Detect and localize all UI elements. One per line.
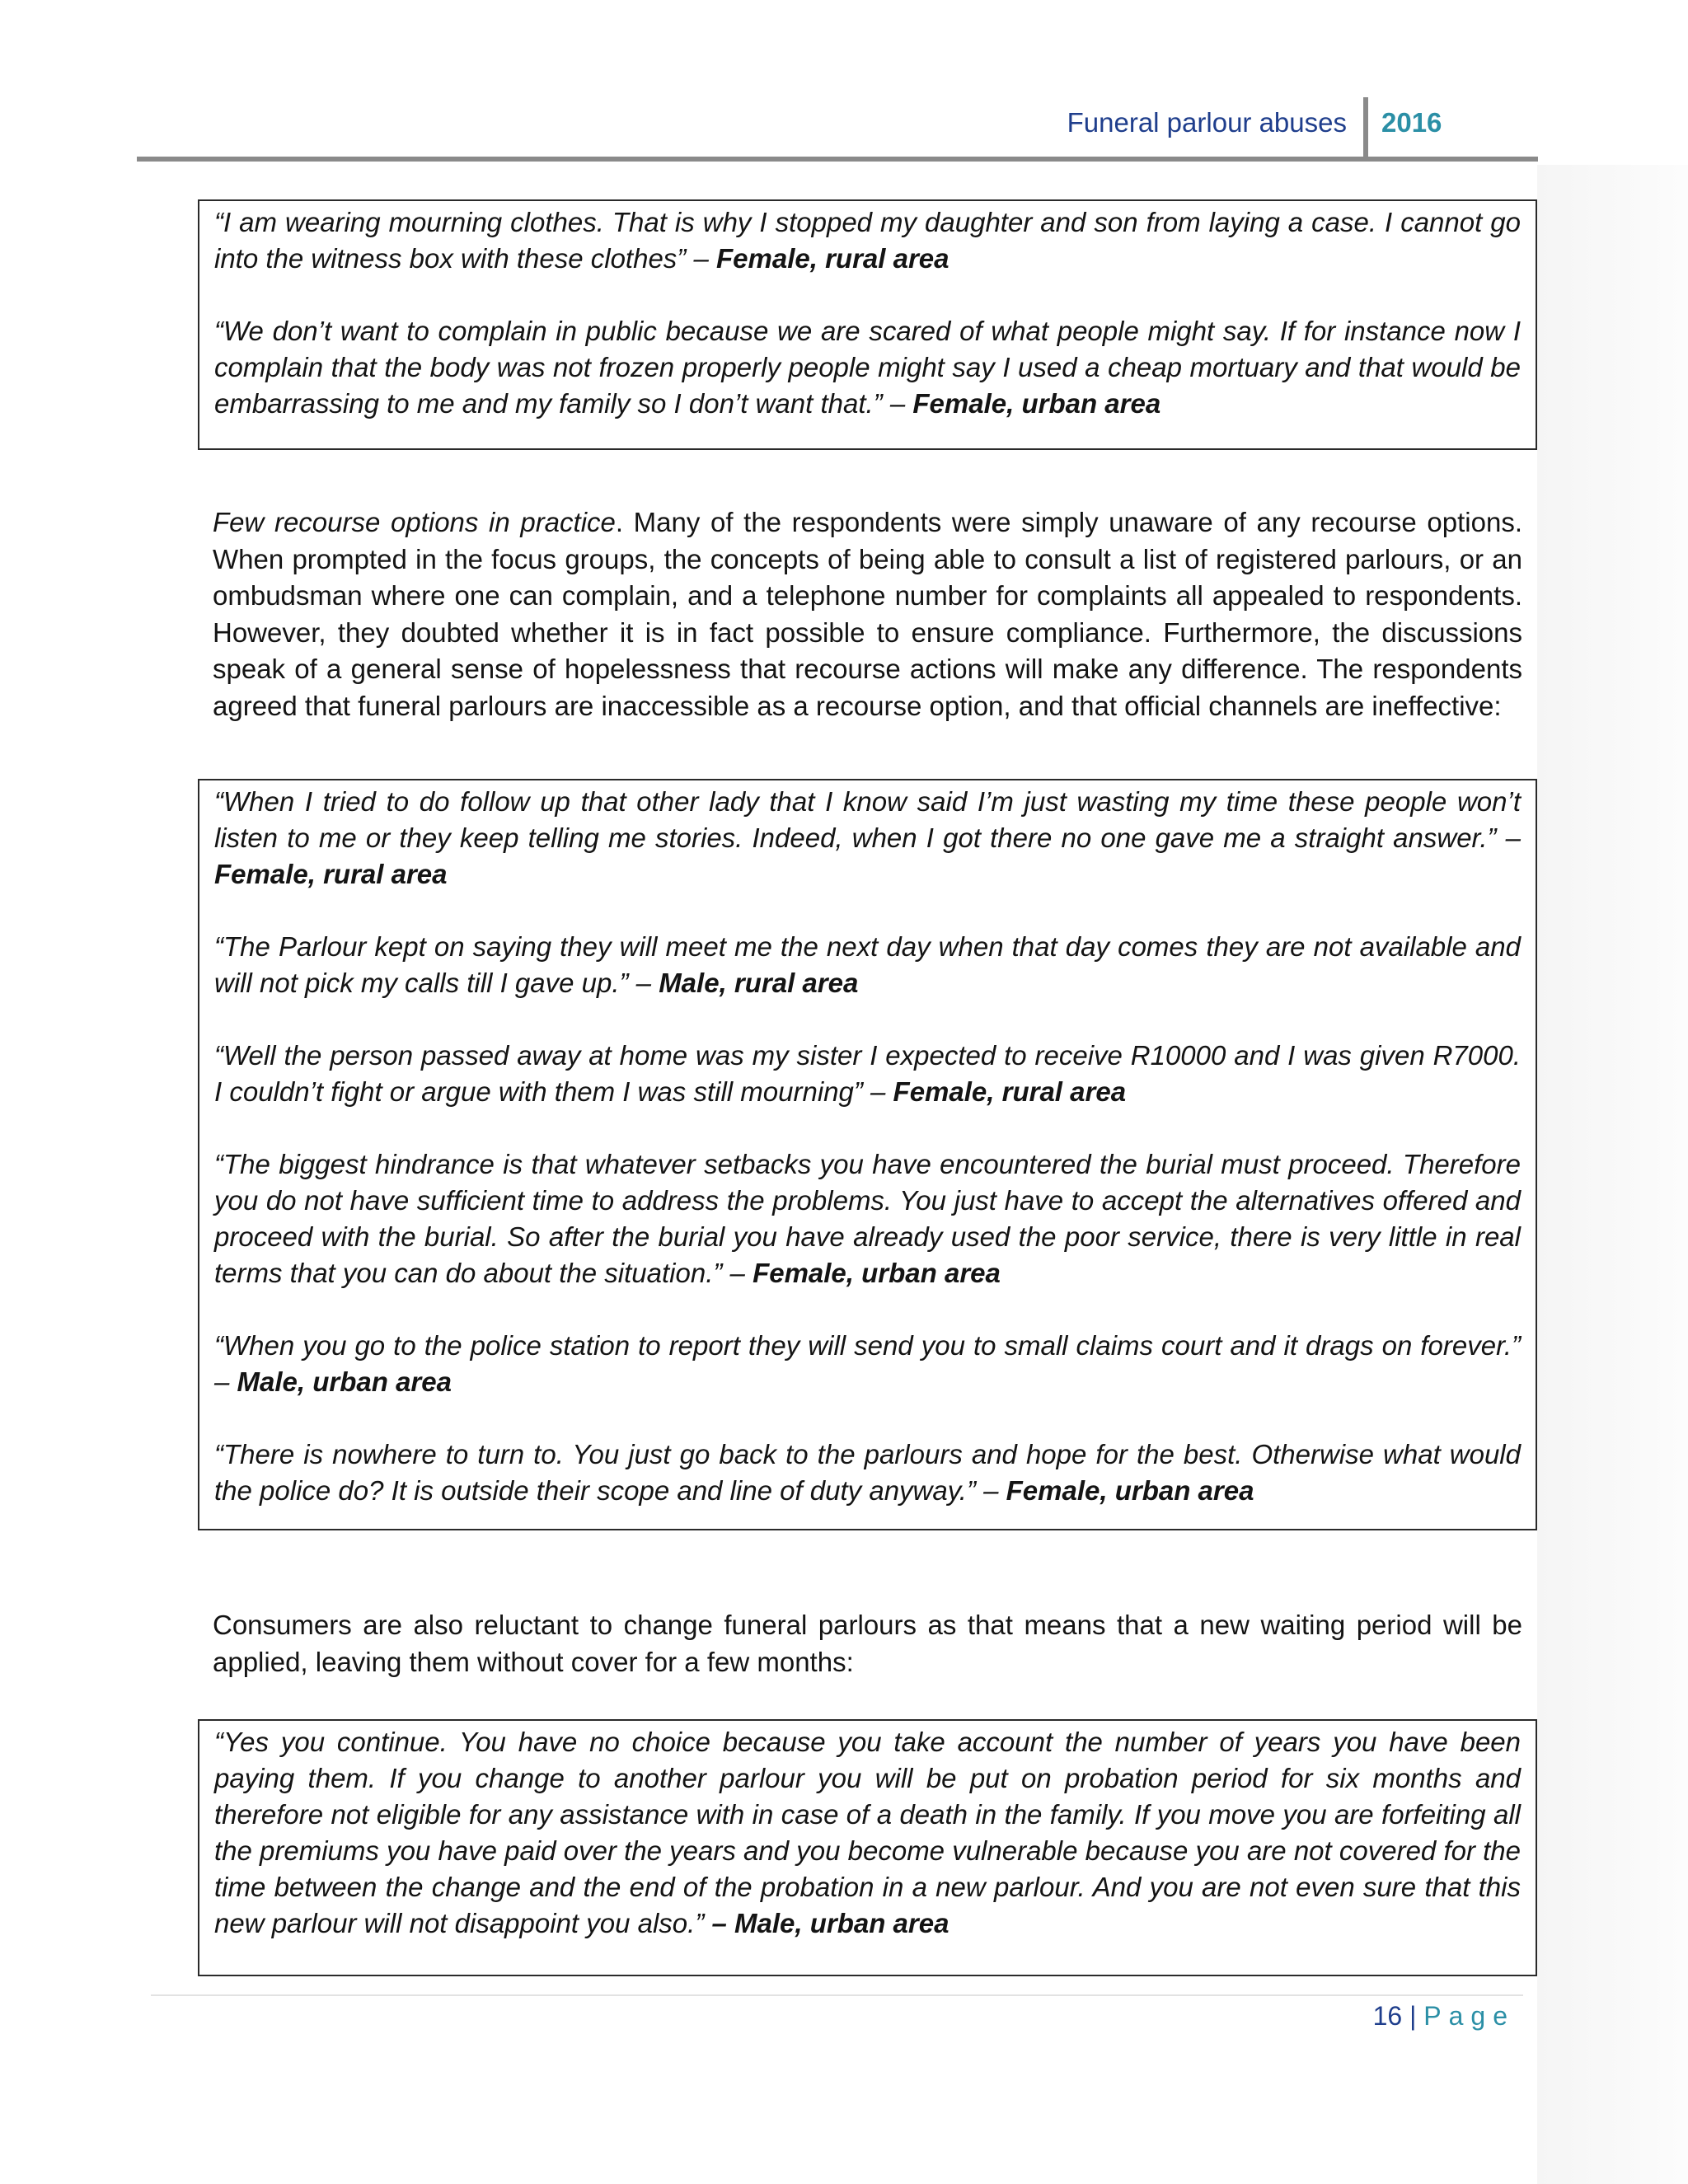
- quote: [214, 784, 1521, 893]
- paragraph-body: Consumers are also reluctant to change funeral parlours as that means that a new waiting period will be applied, leaving them without cover for a few months:: [213, 1610, 1522, 1677]
- page-label: Page: [1423, 2001, 1515, 2031]
- quote-text: “When I tried to do follow up that other lady that I know said I’m just wasting my time these people won’t listen to me or they keep telling me stories. Indeed, when I got there no one gave me a straight answer.” –: [214, 786, 1521, 853]
- quote-text: “The Parlour kept on saying they will meet me the next day when that day comes they are not available and will not pick my calls till I gave up.” –: [214, 931, 1521, 998]
- page-separator: |: [1409, 2001, 1417, 2031]
- quote-text: “I am wearing mourning clothes. That is why I stopped my daughter and son from laying a case. I cannot go into the witness box with these clothes” –: [214, 207, 1521, 274]
- recourse-paragraph: [213, 504, 1522, 724]
- quote-text: “Well the person passed away at home was my sister I expected to receive R10000 and I was given R7000. I couldn’t fight or argue with them I was still mourning” –: [214, 1040, 1521, 1107]
- quote: [214, 1146, 1521, 1291]
- quote-attribution: Female, urban area: [753, 1258, 1001, 1288]
- page-footer: [1373, 2001, 1515, 2032]
- quote: [214, 1038, 1521, 1110]
- quote: [214, 929, 1521, 1001]
- quote: [214, 1328, 1521, 1400]
- header-rule: [137, 157, 1538, 162]
- quote-text: “Yes you continue. You have no choice because you take account the number of years you have been paying them. If you change to another parlour you will be put on probation period for six months and therefore not eligible for any assistance with in case of a death in the family. If you move you are forfeiting all the premiums you have paid over the years and you become vulnerable because you are not covered for the time between the change and the end of the probation in a new parlour. And you are not even sure that this new parlour will not disappoint you also.”: [214, 1727, 1521, 1938]
- quote-text: “There is nowhere to turn to. You just go back to the parlours and hope for the best. Otherwise what would the police do? It is outside their scope and line of duty anyway.” –: [214, 1439, 1521, 1506]
- page-number: 16: [1372, 2001, 1403, 2031]
- page-edge-shade: [1537, 165, 1688, 2184]
- reluctance-paragraph: [213, 1607, 1522, 1680]
- quote-text: “The biggest hindrance is that whatever setbacks you have encountered the burial must proceed. Therefore you do not have sufficient time to address the problems. You just have to accept the alternatives offered and proceed with the burial. So after the burial you have already used the poor service, there is very little in real terms that you can do about the situation.” –: [214, 1149, 1521, 1288]
- quote-box-1: [198, 199, 1537, 450]
- quote-text: “We don’t want to complain in public because we are scared of what people might say. If for instance now I complain that the body was not frozen properly people might say I used a cheap mortuary and that would be embarrassing to me and my family so I don’t want that.” –: [214, 316, 1521, 419]
- quote: [214, 1436, 1521, 1509]
- quote: [214, 1724, 1521, 1942]
- header-divider: [1363, 97, 1368, 159]
- header-title: Funeral parlour abuses: [1067, 107, 1347, 138]
- quote-box-3: [198, 1719, 1537, 1976]
- quote-attribution: Male, urban area: [237, 1366, 452, 1397]
- quote: [214, 204, 1521, 277]
- quote-attribution: Female, rural area: [214, 859, 448, 889]
- quote-box-2: [198, 779, 1537, 1530]
- quote: [214, 313, 1521, 422]
- quote-attribution: Female, rural area: [716, 243, 950, 274]
- page-header: [137, 91, 1538, 162]
- quote-attribution: Female, rural area: [893, 1076, 1127, 1107]
- footer-rule: [151, 1994, 1523, 1996]
- paragraph-lead: Few recourse options in practice: [213, 507, 616, 537]
- quote-attribution: Female, urban area: [1006, 1475, 1254, 1506]
- quote-attribution: – Male, urban area: [711, 1908, 950, 1938]
- header-year: 2016: [1381, 107, 1442, 138]
- quote-attribution: Male, rural area: [659, 968, 859, 998]
- quote-text: “When you go to the police station to report they will send you to small claims court and it drags on forever.” –: [214, 1330, 1521, 1397]
- paragraph-body: . Many of the respondents were simply unaware of any recourse options. When prompted in the focus groups, the concepts of being able to consult a list of registered parlours, or an ombudsman where one can complain, and a telephone number for complaints all appealed to respondents. However, they doubted whether it is in fact possible to ensure compliance. Furthermore, the discussions speak of a general sense of hopelessness that recourse actions will make any difference. The respondents agreed that funeral parlours are inaccessible as a recourse option, and that official channels are ineffective:: [213, 507, 1522, 721]
- quote-attribution: Female, urban area: [912, 388, 1161, 419]
